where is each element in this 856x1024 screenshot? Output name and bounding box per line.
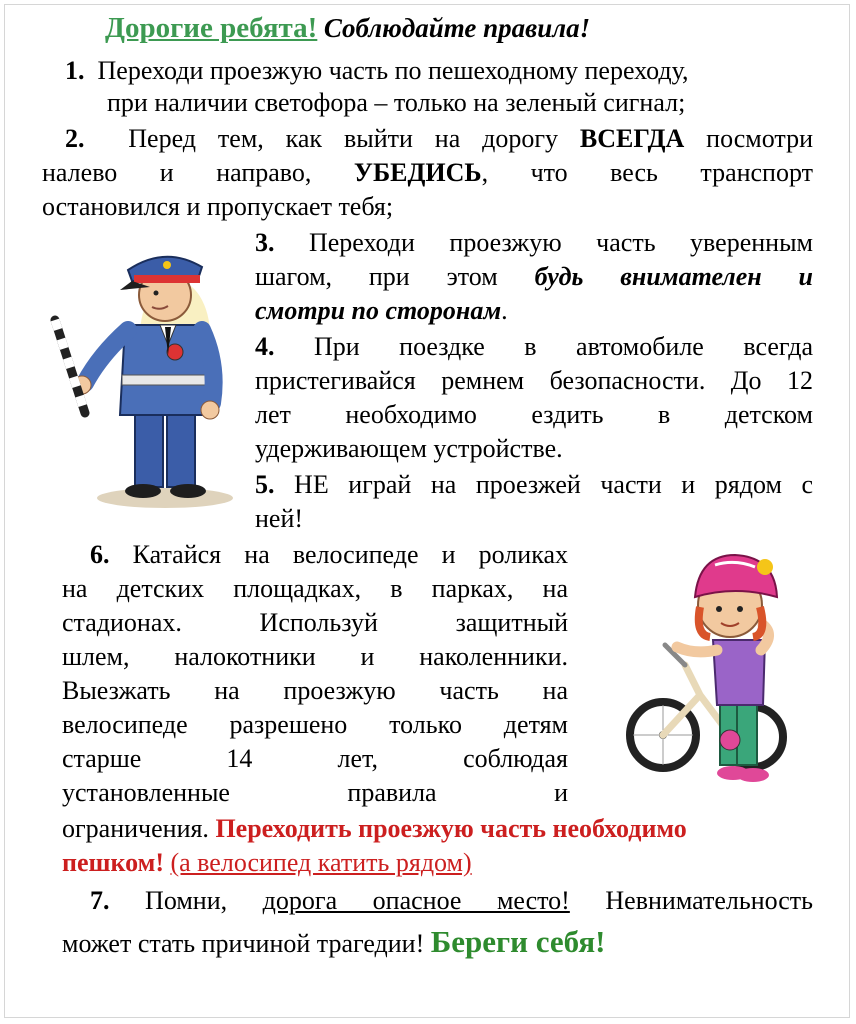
rule-3-emphasis-attentive: будь внимателен и bbox=[534, 262, 814, 291]
rule-3-text-a: Переходи проезжую часть уверенным bbox=[274, 228, 813, 257]
rule-3-line-2 bbox=[255, 262, 813, 292]
rule-5-line-2: ней! bbox=[255, 504, 304, 533]
title-greeting: Дорогие ребята! bbox=[105, 12, 318, 44]
rule-3-period: . bbox=[501, 296, 508, 325]
rule-4-line-2: пристегивайся ремнем безопасности. До 12 bbox=[255, 366, 813, 395]
rule-6-line-9 bbox=[62, 814, 687, 844]
rule-6-line-7: старше 14 лет, соблюдая bbox=[62, 744, 568, 773]
rule-6-number: 6. bbox=[90, 540, 110, 569]
rule-7-text-tragedy: может стать причиной трагедии! bbox=[62, 929, 431, 958]
rule-5-line-1 bbox=[255, 470, 813, 500]
rule-1-line-2: при наличии светофора – только на зеленый сигнал; bbox=[107, 88, 686, 117]
rule-4-line-4: удерживающем устройстве. bbox=[255, 434, 563, 463]
rule-2-text-a: Перед тем, как выйти на дорогу bbox=[128, 124, 580, 153]
rule-3-line-1 bbox=[255, 228, 813, 258]
rule-2-line-1 bbox=[65, 124, 813, 154]
rule-6-line-1 bbox=[90, 540, 568, 570]
cyclist-illustration bbox=[625, 545, 795, 790]
rule-4-line-1 bbox=[255, 332, 813, 362]
rule-6-line-10 bbox=[62, 848, 472, 878]
rule-6-warning-on-foot: пешком! bbox=[62, 848, 164, 877]
policeman-illustration bbox=[40, 235, 240, 520]
rule-4-line-3: лет необходимо ездить в детском bbox=[255, 400, 813, 429]
closing-take-care: Береги себя! bbox=[430, 924, 606, 959]
rule-5-text-a: НЕ играй на проезжей части и рядом с bbox=[274, 470, 813, 499]
rule-7-line-2 bbox=[62, 924, 605, 962]
rule-7-number: 7. bbox=[90, 886, 110, 915]
rule-2-emphasis-always: ВСЕГДА bbox=[579, 124, 685, 153]
rule-6-line-8: установленные правила и bbox=[62, 778, 568, 807]
rule-7-road-dangerous: дорога опасное место! bbox=[262, 886, 570, 915]
rule-6-text-a: Катайся на велосипеде и роликах bbox=[109, 540, 568, 569]
rule-6-line-2: на детских площадках, в парках, на bbox=[62, 574, 568, 603]
rule-6-line-5: Выезжать на проезжую часть на bbox=[62, 676, 568, 705]
rule-3-text-b: шагом, при этом bbox=[255, 262, 535, 291]
rule-7-text-remember: Помни, bbox=[109, 886, 263, 915]
rule-2-emphasis-make-sure: УБЕДИСЬ bbox=[353, 158, 482, 187]
rule-6-line-6: велосипеде разрешено только детям bbox=[62, 710, 568, 739]
rule-3-line-3 bbox=[255, 296, 508, 326]
rule-2-line-3: остановился и пропускает тебя; bbox=[42, 192, 394, 221]
rule-6-line-4: шлем, налокотники и наколенники. bbox=[62, 642, 568, 671]
rule-3-emphasis-look-around: смотри по сторонам bbox=[255, 296, 502, 325]
rule-6-text-limits: ограничения. bbox=[62, 814, 216, 843]
rule-4-text-a: При поездке в автомобиле всегда bbox=[274, 332, 813, 361]
rule-5-number: 5. bbox=[255, 470, 275, 499]
rule-2-line-2 bbox=[42, 158, 813, 188]
rule-4-number: 4. bbox=[255, 332, 275, 361]
rule-2-text-c: посмотри bbox=[684, 124, 813, 153]
title-subtitle: Соблюдайте правила! bbox=[323, 13, 591, 43]
rule-2-text-d: налево и направо, bbox=[42, 158, 354, 187]
rule-2-text-e: , что весь транспорт bbox=[481, 158, 813, 187]
rule-6-line-3: стадионах. Используй защитный bbox=[62, 608, 568, 637]
rule-1-line-1 bbox=[65, 56, 689, 86]
rule-7-text-inattention: Невнимательность bbox=[569, 886, 814, 915]
rule-1-number: 1. bbox=[65, 56, 85, 85]
rule-1-text: Переходи проезжую часть по пешеходному переходу, bbox=[97, 56, 689, 85]
page-title bbox=[105, 10, 590, 47]
rule-6-warning-red: Переходить проезжую часть необходимо bbox=[215, 814, 687, 843]
rule-7-line-1 bbox=[90, 886, 813, 916]
rule-3-number: 3. bbox=[255, 228, 275, 257]
rule-2-number: 2. bbox=[65, 124, 85, 153]
rule-6-note-walk-bike: (а велосипед катить рядом) bbox=[170, 848, 472, 877]
